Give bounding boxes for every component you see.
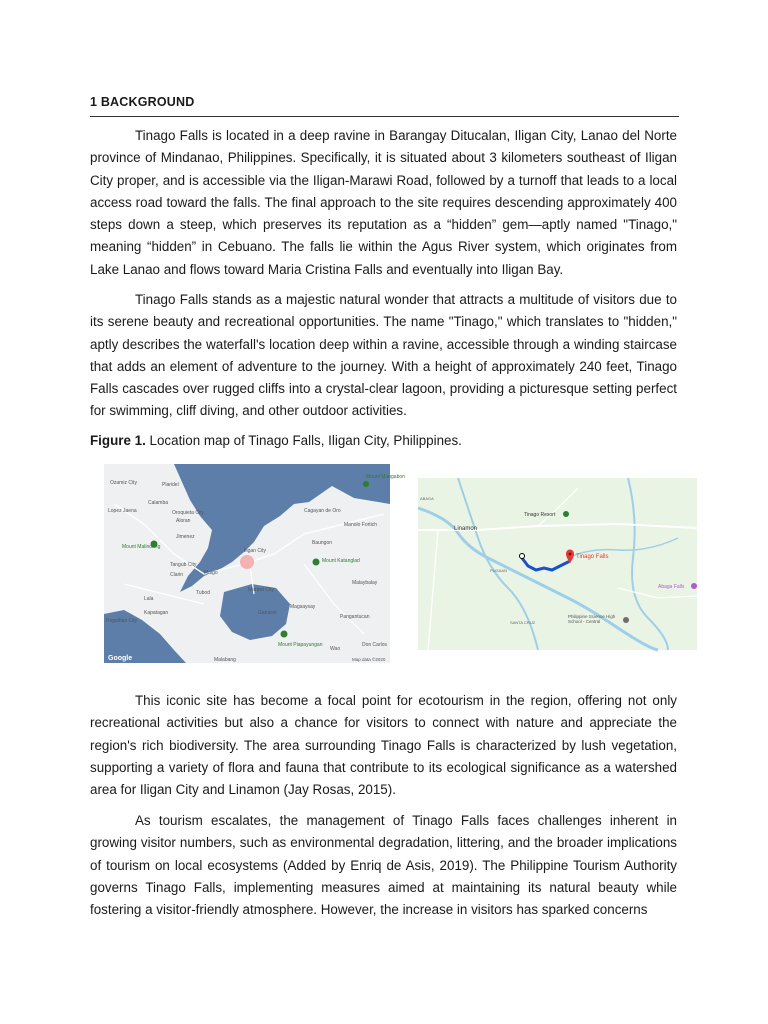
label-mount-mangabon: Mount Mangabon (366, 474, 405, 480)
figure-caption (90, 433, 462, 448)
label-lopez-jaena: Lopez Jaena (108, 508, 137, 514)
label-ganassi: Ganassi (258, 610, 277, 616)
heading-rule (90, 116, 679, 117)
google-logo: Google (108, 655, 133, 662)
label-wao: Wao (330, 646, 341, 652)
label-manolo: Manolo Fortich (344, 522, 378, 528)
label-pugaan: PUGAAN (490, 568, 507, 573)
label-baungon: Baungon (312, 540, 333, 546)
label-lala: Lala (144, 596, 154, 602)
label-tangub: Tangub City (170, 562, 197, 568)
label-plaridel: Plaridel (162, 482, 179, 488)
map-data-attribution: Map data ©2020 (352, 657, 386, 662)
label-magsaysay: Magsaysay (290, 604, 316, 610)
label-tinago-falls: Tinago Falls (576, 554, 609, 560)
label-don-carlos: Don Carlos (362, 642, 388, 648)
label-oroquieta: Oroquieta City (172, 510, 204, 516)
tinago-area-highlight (240, 555, 254, 569)
section-heading: 1 BACKGROUND (90, 95, 195, 109)
label-abaga-top: ABAGA (420, 496, 434, 501)
regional-map-graphic (104, 464, 405, 663)
label-linamon: Linamon (454, 526, 478, 532)
label-malaybalay: Malaybalay (352, 580, 378, 586)
local-route-map (418, 478, 697, 650)
label-marawi-city: Marawi City (248, 587, 275, 593)
paragraph-3: This iconic site has become a focal point for ecotourism in the region, offering not only recreational activities but also a chance for visitors to connect with nature and appreciate the region's rich biodiversity. The area surrounding Tinago Falls is characterized by lush vegetation, supporting a variety of flora and fauna that contribute to its ecological significance as a watershed area for Iligan City and Linamon (Jay Rosas, 2015). (90, 693, 677, 798)
label-ozamiz: Ozamiz City (110, 480, 137, 486)
label-aloran: Aloran (176, 518, 191, 524)
abaga-falls-marker (691, 583, 697, 589)
paragraph-1: Tinago Falls is located in a deep ravine in Barangay Ditucalan, Iligan City, Lanao del Norte province of Mindanao, Philippines. Specifically, it is situated about 3 kilometers southeast of Iligan City proper, and is accessible via the Iligan-Marawi Road, followed by a turnoff that leads to a local access road toward the falls. The final approach to the site requires descending approximately 400 steps down a steep, which preserves its reputation as a “hidden” gem—aptly named "Tinago," meaning “hidden” in Cebuano. The falls lie within the Agus River system, which originates from Lake Lanao and flows toward Maria Cristina Falls and eventually into Iligan Bay. (90, 128, 677, 277)
route-start-marker (520, 554, 525, 559)
school-label-wrap (568, 614, 624, 634)
label-jimenez: Jimenez (176, 534, 195, 540)
paragraph-2: Tinago Falls stands as a majestic natural wonder that attracts a multitude of visitors due to its serene beauty and recreational opportunities. The name "Tinago," which translates to "hidden," aptly describes the waterfall's location deep within a ravine, accessible through a winding staircase that adds an element of adventure to the journey. With a height of approximately 240 feet, Tinago Falls cascades over rugged cliffs into a crystal-clear lagoon, providing a picturesque setting perfect for swimming, cliff diving, and other outdoor activities. (90, 292, 677, 419)
label-abaga-falls: Abaga Falls (658, 584, 685, 590)
label-clarin: Clarin (170, 572, 184, 578)
mount-mangabon-marker (363, 481, 369, 487)
figure-caption-text: Location map of Tinago Falls, Iligan City, Philippines. (145, 433, 462, 448)
label-tubod: Tubod (196, 590, 210, 596)
label-maigo: Maigo (204, 570, 218, 576)
mount-piapayungan-marker (281, 631, 288, 638)
tinago-resort-marker (563, 511, 569, 517)
local-route-map-graphic (418, 478, 697, 650)
label-mount-malindang: Mount Malindang (122, 544, 161, 550)
figure-label: Figure 1. (90, 433, 146, 448)
paragraph-4: As tourism escalates, the management of Tinago Falls faces challenges inherent in growing visitor numbers, such as environmental degradation, littering, and the broader implications of tourism on local ecosystems (Added by Enriq de Asis, 2019). The Philippine Tourism Authority governs Tinago Falls, implementing measures aimed at maintaining its natural beauty while fostering a visitor-friendly atmosphere. However, the increase in visitors has sparked concerns (90, 813, 677, 918)
label-iligan-city: Iligan City (244, 548, 266, 554)
label-tinago-resort: Tinago Resort (524, 512, 556, 518)
label-pagadian: Pagadian City (106, 618, 138, 624)
label-calamba: Calamba (148, 500, 169, 506)
label-malabang: Malabang (214, 657, 236, 663)
label-school: Philippine Science High School - Central (568, 614, 616, 624)
regional-map (104, 464, 405, 663)
label-santa-cruz: SANTA CRUZ (510, 620, 536, 625)
pin-center-dot (569, 553, 572, 556)
label-cagayan-de-oro: Cagayan de Oro (304, 508, 341, 514)
mount-katanglad-marker (313, 559, 320, 566)
label-mount-piapayungan: Mount Piapayungan (278, 642, 323, 648)
label-pangantucan: Pangantucan (340, 614, 370, 620)
label-kapatagan: Kapatagan (144, 610, 169, 616)
label-mount-katanglad: Mount Katanglad (322, 558, 360, 564)
